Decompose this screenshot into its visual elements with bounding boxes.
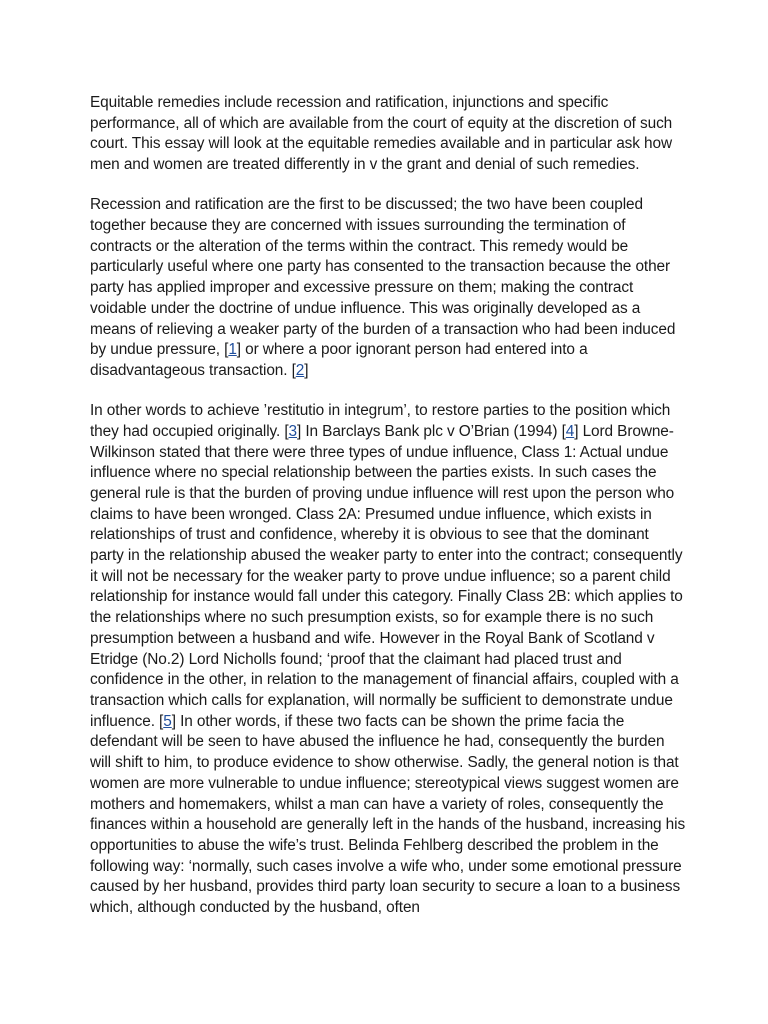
bracket-text: [ — [224, 341, 229, 359]
paragraph-undue-influence — [90, 401, 686, 919]
paragraph-introduction — [90, 93, 686, 176]
paragraph-text: Recession and ratification are the first to be discussed; the two have been coupled together because they are concerned with issues surrounding the termination of contracts or the alteration of the terms within the contract. This remedy would be particularly useful where one party has consented to the transaction because the other party has applied improper and excessive pressure on them; making the contract voidable under the doctrine of undue influence. This was originally developed as a means of relieving a weaker party of the burden of a transaction who had been induced by undue pressure, — [90, 196, 676, 359]
footnote-link-5[interactable]: 5 — [163, 712, 172, 730]
paragraph-text: Equitable remedies include recession and ratification, injunctions and specific performance, all of which are available from the court of equity at the discretion of such court. This essay will look at the equitable remedies available and in particular ask how men and women are treated differently in v the grant and denial of such remedies. — [90, 94, 673, 174]
paragraph-text: ] or where a poor ignorant person had entered into a disadvantageous transaction. [ — [90, 341, 588, 379]
paragraph-text: ] In other words, if these two facts can be shown the prime facia the defendant will be seen to have abused the influence he had, consequently the burden will shift to him, to produce evidence to show otherwise. Sadly, the general notion is that women are more vulnerable to undue influence; stereotypical views suggest women are mothers and homemakers, whilst a man can have a variety of roles, consequently the finances within a household are generally left in the hands of the husband, increasing his opportunities to abuse the wife’s trust. Belinda Fehlberg described the problem in the following way: ‘normally, such cases involve a wife who, under some emotional pressure caused by her husband, provides third party loan security to secure a loan to a business which, although conducted by the husband, often — [90, 712, 686, 917]
footnote-link-4[interactable]: 4 — [565, 422, 575, 440]
paragraph-text: ] Lord Browne-Wilkinson stated that there were three types of undue influence, Class 1: Actual undue influence where no special relationship between the parties exists. In such cases the general rule is that the burden of proving undue influence will rest upon the person who claims to have been wronged. Class 2A: Presumed undue influence, which exists in relationships of trust and confidence, whereby it is obvious to see that the dominant party in the relationship abused the weaker party to enter into the contract; consequently it will not be necessary for the weaker party to prove undue influence; so a parent child relationship for instance would fall under this category. Finally Class 2B: which applies to the relationships where no such presumption exists, so for example there is no such presumption between a husband and wife. However in the Royal Bank of Scotland v Etridge (No.2) Lord Nicholls found; ‘proof that the claimant had placed trust and confidence in the other, in relation to the management of financial affairs, coupled with a transaction which calls for explanation, will normally be sufficient to demonstrate undue influence. [ — [90, 422, 683, 730]
bracket-text: ] — [304, 361, 309, 379]
footnote-link-2[interactable]: 2 — [295, 361, 305, 379]
footnote-link-1[interactable]: 1 — [228, 341, 237, 359]
paragraph-recession-ratification — [90, 195, 686, 381]
paragraph-text: In other words to achieve ’restitutio in integrum’, to restore parties to the position which they had occupied originally. [ — [90, 402, 671, 440]
footnote-link-3[interactable]: 3 — [288, 422, 297, 440]
paragraph-text: ] In Barclays Bank plc v O’Brian (1994) [ — [297, 422, 566, 440]
